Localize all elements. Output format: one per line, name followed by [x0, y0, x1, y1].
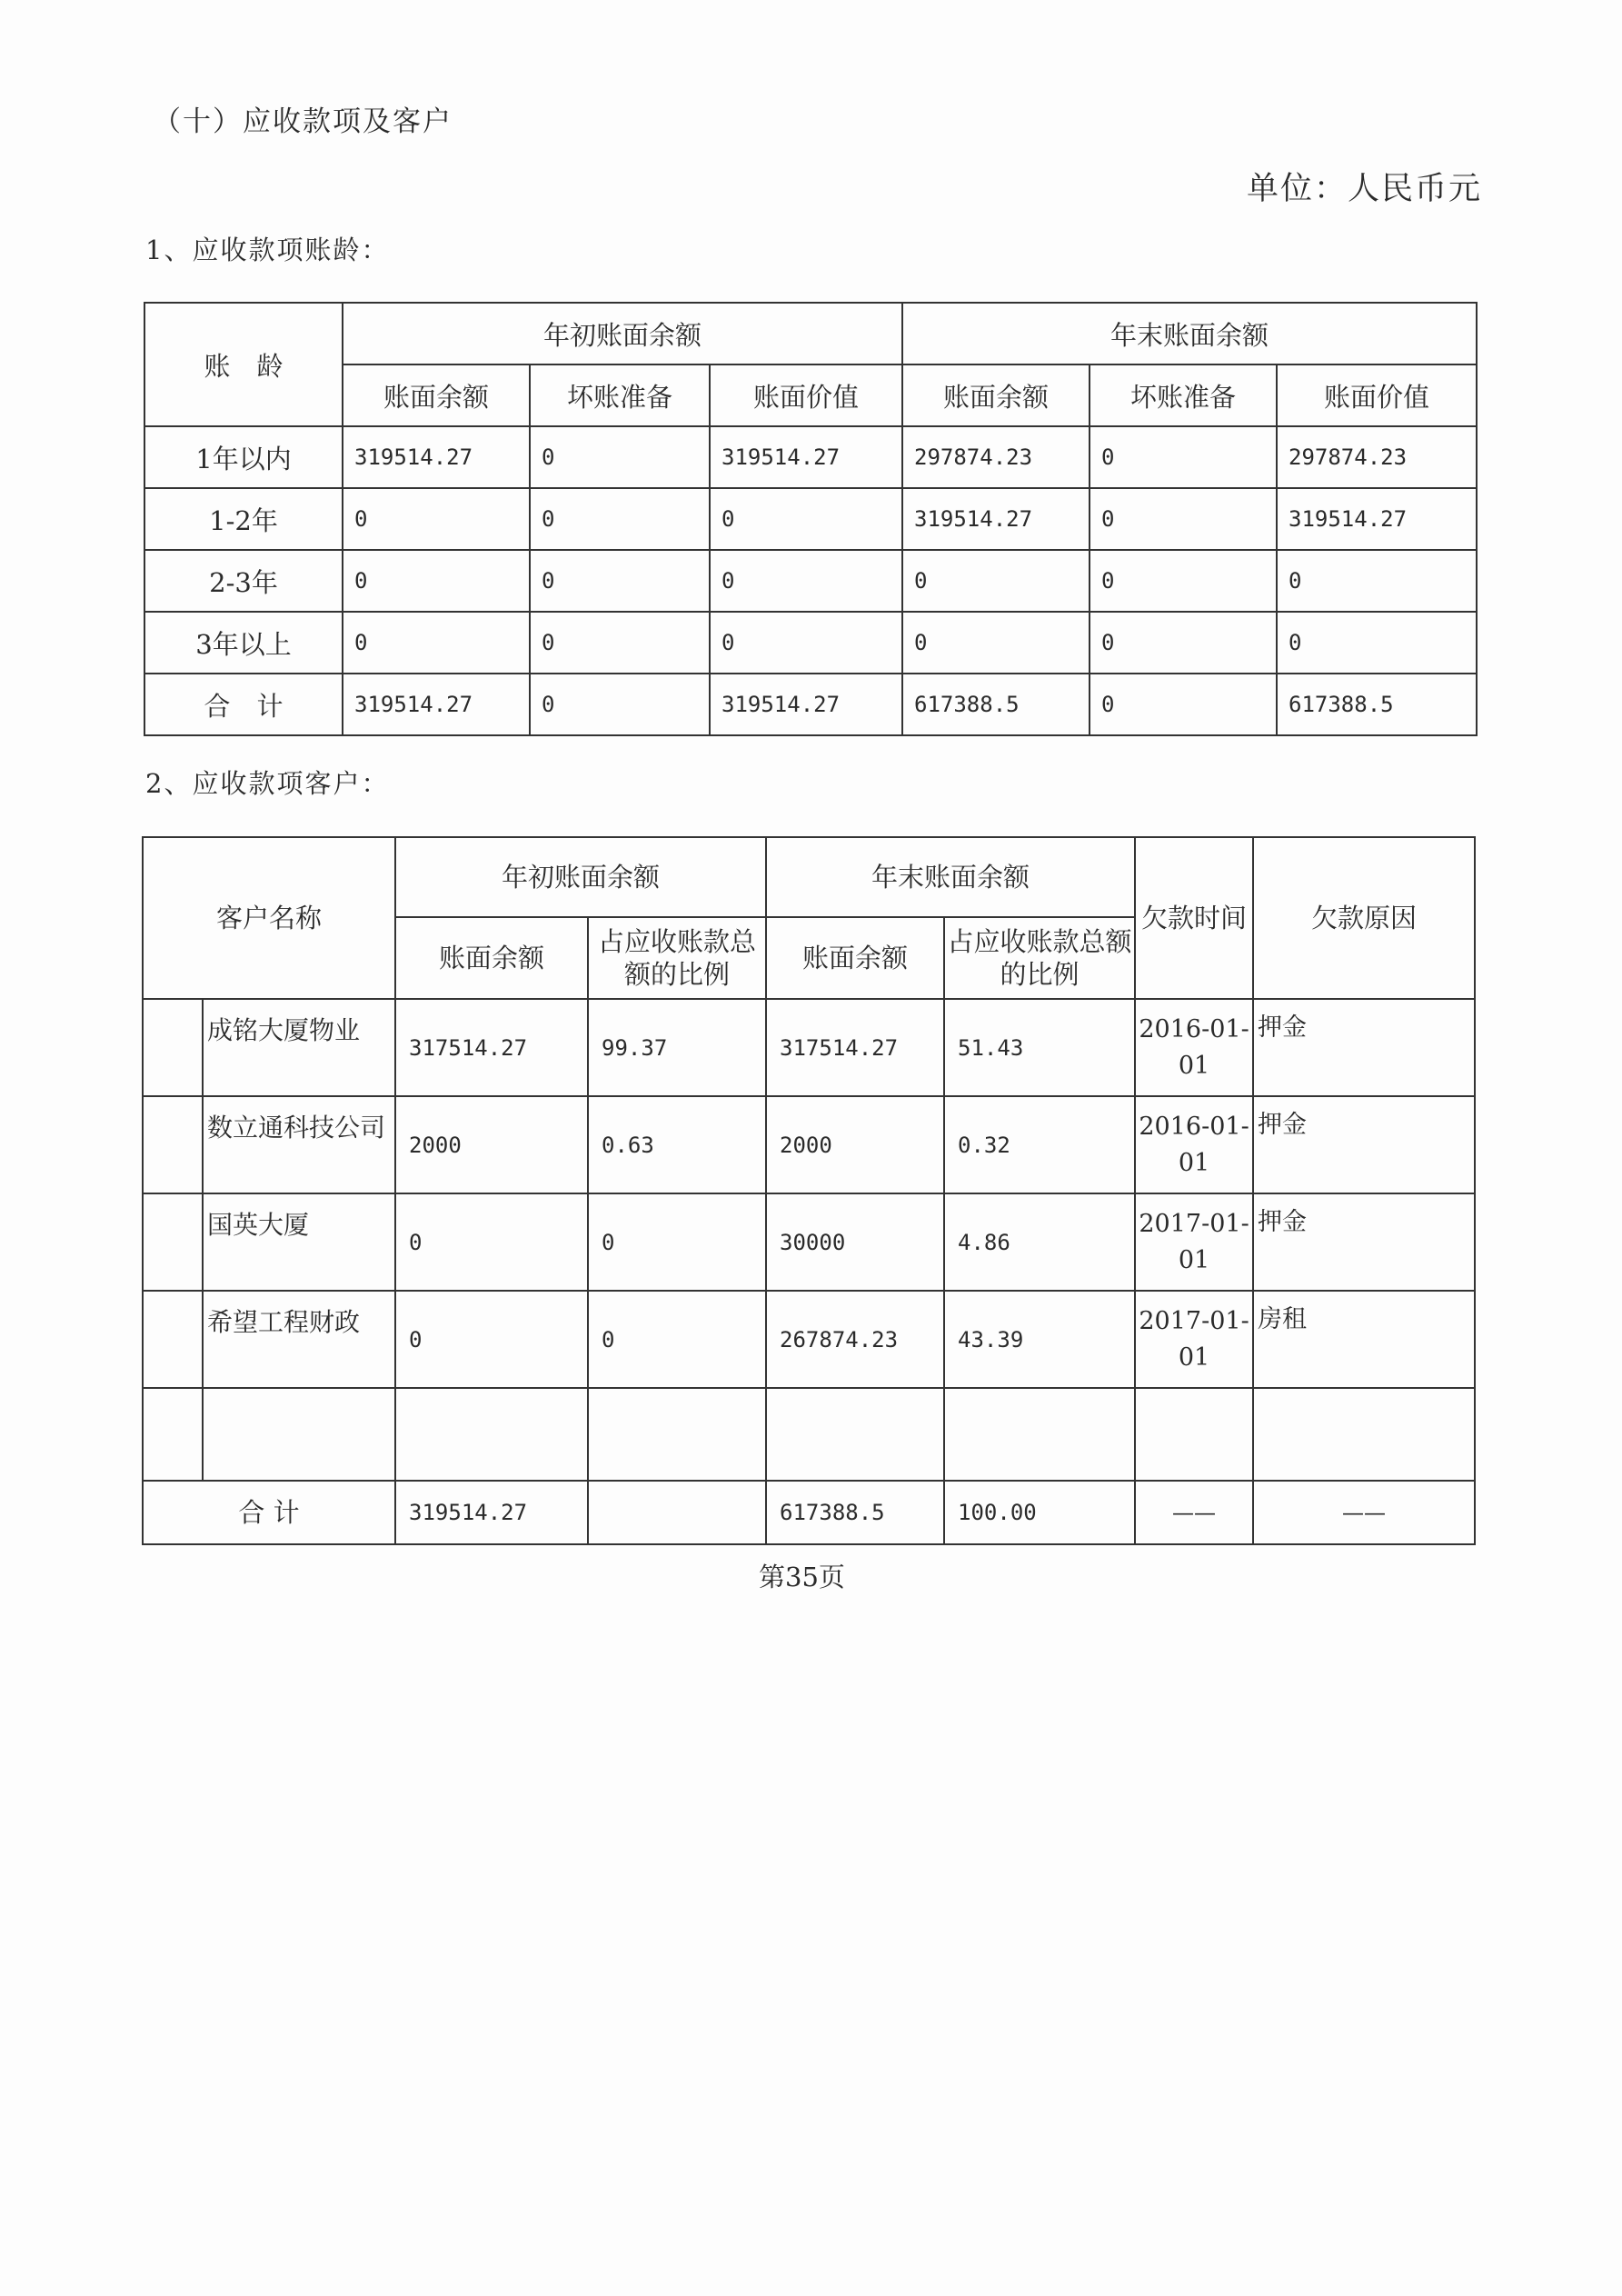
- aging-sub-header: 账面余额: [343, 364, 530, 426]
- empty-cell: [766, 1388, 944, 1481]
- empty-cell: [395, 1388, 588, 1481]
- aging-cell: 0: [1277, 612, 1477, 674]
- aging-sub-header: 账面价值: [710, 364, 902, 426]
- customer-row: [143, 1291, 1475, 1388]
- aging-row-label: 1年以内: [144, 426, 343, 488]
- customer-cell: 0: [395, 1291, 588, 1388]
- customer-cell: 0: [588, 1193, 766, 1291]
- customer-cell: 0.32: [944, 1096, 1135, 1193]
- debt-date: 2016-01-01: [1135, 1096, 1253, 1193]
- customer-name: 国英大厦: [203, 1193, 395, 1291]
- aging-total-label: 合 计: [144, 674, 343, 735]
- customer-empty-row: [143, 1388, 1475, 1481]
- aging-cell: 0: [1090, 550, 1277, 612]
- aging-total-row: [144, 674, 1477, 735]
- row-spacer-cell: [143, 1291, 203, 1388]
- customer-sub-header: 账面余额: [395, 917, 588, 999]
- aging-cell: 319514.27: [343, 426, 530, 488]
- customer-cell: 267874.23: [766, 1291, 944, 1388]
- customer-cell: 0: [395, 1193, 588, 1291]
- customer-total-label: 合 计: [143, 1481, 395, 1544]
- aging-cell: 0: [1277, 550, 1477, 612]
- aging-cell: 0: [902, 550, 1090, 612]
- customer-name: 数立通科技公司: [203, 1096, 395, 1193]
- customer-cell: 4.86: [944, 1193, 1135, 1291]
- customer-total-cell: [588, 1481, 766, 1544]
- aging-cell: 0: [1090, 612, 1277, 674]
- debt-time-header: 欠款时间: [1135, 837, 1253, 999]
- aging-cell: 617388.5: [902, 674, 1090, 735]
- aging-row-label: 3年以上: [144, 612, 343, 674]
- customer-cell: 30000: [766, 1193, 944, 1291]
- customer-row: [143, 1096, 1475, 1193]
- debt-reason: 房租: [1253, 1291, 1475, 1388]
- aging-cell: 297874.23: [902, 426, 1090, 488]
- aging-cell: 0: [1090, 488, 1277, 550]
- customer-cell: 0: [588, 1291, 766, 1388]
- debt-reason: 押金: [1253, 1096, 1475, 1193]
- empty-cell: [143, 1388, 203, 1481]
- customer-total-cell: 617388.5: [766, 1481, 944, 1544]
- debt-date: 2017-01-01: [1135, 1193, 1253, 1291]
- customer-cell: 317514.27: [395, 999, 588, 1096]
- aging-cell: 0: [343, 612, 530, 674]
- customer-group-header-start: 年初账面余额: [395, 837, 766, 917]
- aging-sub-header: 账面价值: [1277, 364, 1477, 426]
- row-spacer-cell: [143, 1193, 203, 1291]
- aging-cell: 319514.27: [902, 488, 1090, 550]
- customer-row: [143, 1193, 1475, 1291]
- aging-cell: 617388.5: [1277, 674, 1477, 735]
- aging-cell: 0: [710, 488, 902, 550]
- aging-cell: 0: [530, 550, 710, 612]
- unit-label: 单位：人民币元: [1247, 171, 1483, 207]
- customer-cell: 2000: [766, 1096, 944, 1193]
- customer-total-reason: ——: [1253, 1481, 1475, 1544]
- customer-cell: 51.43: [944, 999, 1135, 1096]
- aging-cell: 0: [710, 550, 902, 612]
- debt-reason-header: 欠款原因: [1253, 837, 1475, 999]
- aging-cell: 0: [1090, 674, 1277, 735]
- aging-cell: 0: [530, 426, 710, 488]
- aging-row-header: 账 龄: [144, 303, 343, 426]
- debt-date: 2016-01-01: [1135, 999, 1253, 1096]
- customer-cell: 0.63: [588, 1096, 766, 1193]
- aging-row: [144, 612, 1477, 674]
- customer-sub-header: 占应收账款总额的比例: [944, 917, 1135, 999]
- empty-cell: [588, 1388, 766, 1481]
- aging-cell: 319514.27: [710, 426, 902, 488]
- aging-cell: 0: [343, 488, 530, 550]
- customer-total-cell: 319514.27: [395, 1481, 588, 1544]
- aging-group-header-end: 年末账面余额: [902, 303, 1477, 364]
- customer-total-cell: 100.00: [944, 1481, 1135, 1544]
- aging-cell: 297874.23: [1277, 426, 1477, 488]
- aging-cell: 319514.27: [710, 674, 902, 735]
- customer-cell: 2000: [395, 1096, 588, 1193]
- aging-sub-header: 坏账准备: [530, 364, 710, 426]
- aging-row-label: 2-3年: [144, 550, 343, 612]
- customer-total-date: ——: [1135, 1481, 1253, 1544]
- aging-cell: 0: [902, 612, 1090, 674]
- aging-table-title: 1、应收款项账龄：: [145, 235, 390, 265]
- aging-table: [144, 302, 1478, 736]
- aging-row-label: 1-2年: [144, 488, 343, 550]
- aging-cell: 0: [530, 488, 710, 550]
- customer-sub-header: 占应收账款总额的比例: [588, 917, 766, 999]
- debt-reason: 押金: [1253, 1193, 1475, 1291]
- page-number: 第35页: [759, 1562, 845, 1592]
- aging-sub-header: 坏账准备: [1090, 364, 1277, 426]
- aging-sub-header: 账面余额: [902, 364, 1090, 426]
- empty-cell: [1253, 1388, 1475, 1481]
- customer-group-header-end: 年末账面余额: [766, 837, 1135, 917]
- customer-name: 成铭大厦物业: [203, 999, 395, 1096]
- aging-cell: 319514.27: [343, 674, 530, 735]
- customer-name-header: 客户名称: [143, 837, 395, 999]
- section-title: （十）应收款项及客户: [153, 105, 453, 138]
- aging-row: [144, 550, 1477, 612]
- aging-cell: 0: [1090, 426, 1277, 488]
- aging-cell: 0: [710, 612, 902, 674]
- aging-cell: 0: [343, 550, 530, 612]
- aging-row: [144, 488, 1477, 550]
- row-spacer-cell: [143, 1096, 203, 1193]
- customer-name: 希望工程财政: [203, 1291, 395, 1388]
- empty-cell: [944, 1388, 1135, 1481]
- customer-cell: 99.37: [588, 999, 766, 1096]
- empty-cell: [1135, 1388, 1253, 1481]
- debt-reason: 押金: [1253, 999, 1475, 1096]
- empty-cell: [203, 1388, 395, 1481]
- aging-group-header-start: 年初账面余额: [343, 303, 902, 364]
- customer-row: [143, 999, 1475, 1096]
- aging-cell: 0: [530, 674, 710, 735]
- customer-cell: 317514.27: [766, 999, 944, 1096]
- aging-cell: 319514.27: [1277, 488, 1477, 550]
- customer-table: [142, 836, 1476, 1545]
- debt-date: 2017-01-01: [1135, 1291, 1253, 1388]
- customer-total-row: [143, 1481, 1475, 1544]
- customer-table-title: 2、应收款项客户：: [145, 768, 390, 799]
- row-spacer-cell: [143, 999, 203, 1096]
- aging-cell: 0: [530, 612, 710, 674]
- customer-cell: 43.39: [944, 1291, 1135, 1388]
- customer-sub-header: 账面余额: [766, 917, 944, 999]
- aging-row: [144, 426, 1477, 488]
